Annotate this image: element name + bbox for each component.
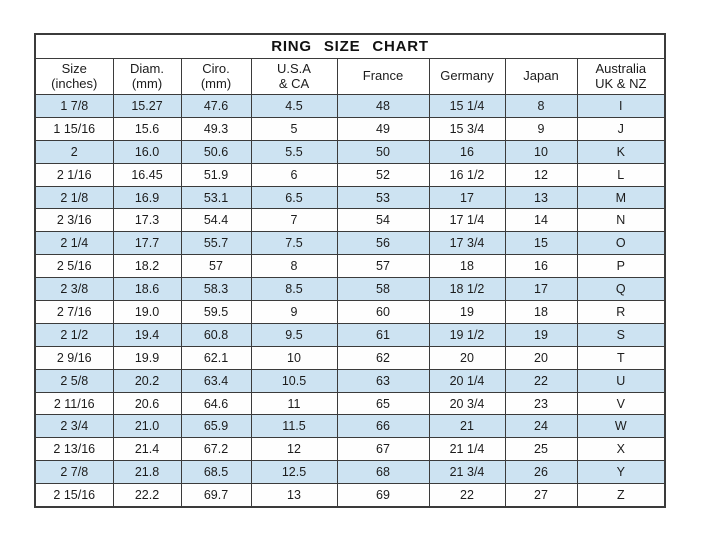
cell-usa-ca: 5.5 (251, 140, 337, 163)
cell-usa-ca: 5 (251, 117, 337, 140)
cell-usa-ca: 8.5 (251, 278, 337, 301)
cell-diameter-mm: 21.0 (113, 415, 181, 438)
table-row (35, 186, 665, 209)
cell-germany: 20 (429, 346, 505, 369)
cell-usa-ca: 6.5 (251, 186, 337, 209)
cell-australia-uk-nz: R (577, 301, 665, 324)
table-row (35, 415, 665, 438)
cell-japan: 18 (505, 301, 577, 324)
column-header-line2: (mm) (131, 75, 163, 91)
cell-germany: 20 1/4 (429, 369, 505, 392)
ring-size-chart (34, 33, 666, 508)
cell-france: 69 (337, 484, 429, 507)
cell-size-inches: 2 1/16 (35, 163, 113, 186)
cell-australia-uk-nz: P (577, 255, 665, 278)
cell-germany: 21 3/4 (429, 461, 505, 484)
column-header-line1: Japan (523, 68, 559, 84)
table-row (35, 392, 665, 415)
cell-size-inches: 2 (35, 140, 113, 163)
cell-usa-ca: 10.5 (251, 369, 337, 392)
cell-germany: 18 (429, 255, 505, 278)
cell-diameter-mm: 15.6 (113, 117, 181, 140)
table-row (35, 209, 665, 232)
cell-germany: 16 1/2 (429, 163, 505, 186)
cell-france: 66 (337, 415, 429, 438)
cell-usa-ca: 6 (251, 163, 337, 186)
cell-usa-ca: 13 (251, 484, 337, 507)
cell-usa-ca: 7.5 (251, 232, 337, 255)
cell-size-inches: 2 1/8 (35, 186, 113, 209)
cell-france: 56 (337, 232, 429, 255)
cell-circumference-mm: 55.7 (181, 232, 251, 255)
ring-size-chart-table (34, 33, 666, 508)
cell-diameter-mm: 20.6 (113, 392, 181, 415)
cell-australia-uk-nz: Q (577, 278, 665, 301)
cell-japan: 22 (505, 369, 577, 392)
table-row (35, 163, 665, 186)
cell-diameter-mm: 19.0 (113, 301, 181, 324)
cell-size-inches: 2 7/16 (35, 301, 113, 324)
column-header-germany (429, 59, 505, 95)
cell-france: 58 (337, 278, 429, 301)
cell-size-inches: 2 15/16 (35, 484, 113, 507)
table-head (35, 34, 665, 95)
cell-germany: 18 1/2 (429, 278, 505, 301)
cell-size-inches: 2 1/4 (35, 232, 113, 255)
cell-circumference-mm: 69.7 (181, 484, 251, 507)
cell-size-inches: 2 7/8 (35, 461, 113, 484)
table-row (35, 95, 665, 118)
cell-france: 61 (337, 323, 429, 346)
table-row (35, 232, 665, 255)
cell-circumference-mm: 60.8 (181, 323, 251, 346)
cell-usa-ca: 7 (251, 209, 337, 232)
table-row (35, 484, 665, 507)
table-row (35, 278, 665, 301)
cell-japan: 17 (505, 278, 577, 301)
cell-diameter-mm: 20.2 (113, 369, 181, 392)
cell-germany: 16 (429, 140, 505, 163)
table-row (35, 438, 665, 461)
table-row (35, 117, 665, 140)
cell-size-inches: 2 9/16 (35, 346, 113, 369)
cell-size-inches: 2 13/16 (35, 438, 113, 461)
cell-circumference-mm: 65.9 (181, 415, 251, 438)
cell-australia-uk-nz: Z (577, 484, 665, 507)
cell-diameter-mm: 19.9 (113, 346, 181, 369)
cell-usa-ca: 8 (251, 255, 337, 278)
cell-germany: 17 (429, 186, 505, 209)
table-row (35, 323, 665, 346)
column-header-line2: (mm) (200, 75, 232, 91)
column-header-line1: Australia (595, 60, 647, 76)
cell-diameter-mm: 21.8 (113, 461, 181, 484)
cell-japan: 25 (505, 438, 577, 461)
cell-japan: 16 (505, 255, 577, 278)
cell-australia-uk-nz: K (577, 140, 665, 163)
cell-usa-ca: 9.5 (251, 323, 337, 346)
cell-japan: 13 (505, 186, 577, 209)
column-header-france (337, 59, 429, 95)
cell-japan: 10 (505, 140, 577, 163)
cell-france: 65 (337, 392, 429, 415)
cell-diameter-mm: 19.4 (113, 323, 181, 346)
cell-australia-uk-nz: I (577, 95, 665, 118)
cell-france: 62 (337, 346, 429, 369)
cell-germany: 21 (429, 415, 505, 438)
cell-japan: 12 (505, 163, 577, 186)
cell-size-inches: 1 7/8 (35, 95, 113, 118)
cell-germany: 19 (429, 301, 505, 324)
column-header-japan (505, 59, 577, 95)
cell-france: 67 (337, 438, 429, 461)
cell-usa-ca: 12 (251, 438, 337, 461)
cell-circumference-mm: 59.5 (181, 301, 251, 324)
cell-japan: 9 (505, 117, 577, 140)
cell-australia-uk-nz: T (577, 346, 665, 369)
cell-australia-uk-nz: Y (577, 461, 665, 484)
cell-circumference-mm: 49.3 (181, 117, 251, 140)
cell-diameter-mm: 17.3 (113, 209, 181, 232)
column-header-size-inches (35, 59, 113, 95)
cell-usa-ca: 11 (251, 392, 337, 415)
cell-japan: 20 (505, 346, 577, 369)
cell-japan: 26 (505, 461, 577, 484)
cell-circumference-mm: 57 (181, 255, 251, 278)
cell-australia-uk-nz: N (577, 209, 665, 232)
cell-diameter-mm: 21.4 (113, 438, 181, 461)
cell-france: 48 (337, 95, 429, 118)
column-header-line1: Ciro. (202, 60, 230, 76)
cell-germany: 21 1/4 (429, 438, 505, 461)
column-header-line2: (inches) (51, 75, 98, 91)
cell-france: 52 (337, 163, 429, 186)
cell-diameter-mm: 22.2 (113, 484, 181, 507)
cell-germany: 15 3/4 (429, 117, 505, 140)
cell-australia-uk-nz: S (577, 323, 665, 346)
cell-usa-ca: 11.5 (251, 415, 337, 438)
cell-circumference-mm: 62.1 (181, 346, 251, 369)
cell-circumference-mm: 53.1 (181, 186, 251, 209)
chart-title: RING SIZE CHART (35, 34, 665, 59)
cell-diameter-mm: 18.2 (113, 255, 181, 278)
cell-size-inches: 2 3/16 (35, 209, 113, 232)
cell-france: 57 (337, 255, 429, 278)
table-row (35, 255, 665, 278)
column-header-line1: U.S.A (277, 60, 311, 76)
cell-australia-uk-nz: U (577, 369, 665, 392)
column-header-australia-uk-nz (577, 59, 665, 95)
cell-usa-ca: 4.5 (251, 95, 337, 118)
cell-france: 53 (337, 186, 429, 209)
table-row (35, 301, 665, 324)
cell-japan: 27 (505, 484, 577, 507)
cell-circumference-mm: 51.9 (181, 163, 251, 186)
cell-circumference-mm: 67.2 (181, 438, 251, 461)
cell-circumference-mm: 63.4 (181, 369, 251, 392)
cell-diameter-mm: 15.27 (113, 95, 181, 118)
column-header-circumference-mm (181, 59, 251, 95)
cell-germany: 19 1/2 (429, 323, 505, 346)
cell-france: 60 (337, 301, 429, 324)
cell-australia-uk-nz: W (577, 415, 665, 438)
header-row (35, 59, 665, 95)
cell-size-inches: 1 15/16 (35, 117, 113, 140)
cell-germany: 17 3/4 (429, 232, 505, 255)
column-header-line1: France (362, 68, 404, 84)
cell-diameter-mm: 17.7 (113, 232, 181, 255)
cell-circumference-mm: 54.4 (181, 209, 251, 232)
cell-japan: 15 (505, 232, 577, 255)
table-row (35, 369, 665, 392)
table-row (35, 461, 665, 484)
cell-france: 50 (337, 140, 429, 163)
cell-germany: 17 1/4 (429, 209, 505, 232)
column-header-usa-ca (251, 59, 337, 95)
cell-circumference-mm: 68.5 (181, 461, 251, 484)
column-header-line2: & CA (278, 75, 310, 91)
table-row (35, 140, 665, 163)
cell-circumference-mm: 64.6 (181, 392, 251, 415)
cell-france: 54 (337, 209, 429, 232)
cell-australia-uk-nz: M (577, 186, 665, 209)
cell-diameter-mm: 16.9 (113, 186, 181, 209)
column-header-line1: Germany (440, 68, 494, 84)
cell-germany: 22 (429, 484, 505, 507)
column-header-line2: UK & NZ (595, 75, 647, 91)
cell-size-inches: 2 5/8 (35, 369, 113, 392)
cell-usa-ca: 10 (251, 346, 337, 369)
cell-japan: 8 (505, 95, 577, 118)
cell-germany: 15 1/4 (429, 95, 505, 118)
cell-size-inches: 2 3/8 (35, 278, 113, 301)
cell-usa-ca: 9 (251, 301, 337, 324)
cell-size-inches: 2 1/2 (35, 323, 113, 346)
cell-japan: 24 (505, 415, 577, 438)
cell-circumference-mm: 58.3 (181, 278, 251, 301)
cell-australia-uk-nz: X (577, 438, 665, 461)
table-body (35, 95, 665, 508)
cell-france: 68 (337, 461, 429, 484)
cell-australia-uk-nz: V (577, 392, 665, 415)
cell-circumference-mm: 47.6 (181, 95, 251, 118)
cell-japan: 14 (505, 209, 577, 232)
cell-diameter-mm: 16.45 (113, 163, 181, 186)
table-row (35, 346, 665, 369)
cell-diameter-mm: 18.6 (113, 278, 181, 301)
cell-australia-uk-nz: J (577, 117, 665, 140)
cell-australia-uk-nz: L (577, 163, 665, 186)
cell-japan: 23 (505, 392, 577, 415)
cell-japan: 19 (505, 323, 577, 346)
cell-diameter-mm: 16.0 (113, 140, 181, 163)
cell-france: 49 (337, 117, 429, 140)
cell-australia-uk-nz: O (577, 232, 665, 255)
cell-circumference-mm: 50.6 (181, 140, 251, 163)
cell-size-inches: 2 11/16 (35, 392, 113, 415)
cell-france: 63 (337, 369, 429, 392)
cell-size-inches: 2 5/16 (35, 255, 113, 278)
cell-size-inches: 2 3/4 (35, 415, 113, 438)
column-header-line1: Size (61, 60, 87, 76)
cell-usa-ca: 12.5 (251, 461, 337, 484)
column-header-line1: Diam. (130, 60, 164, 76)
cell-germany: 20 3/4 (429, 392, 505, 415)
column-header-diameter-mm (113, 59, 181, 95)
title-row (35, 34, 665, 59)
